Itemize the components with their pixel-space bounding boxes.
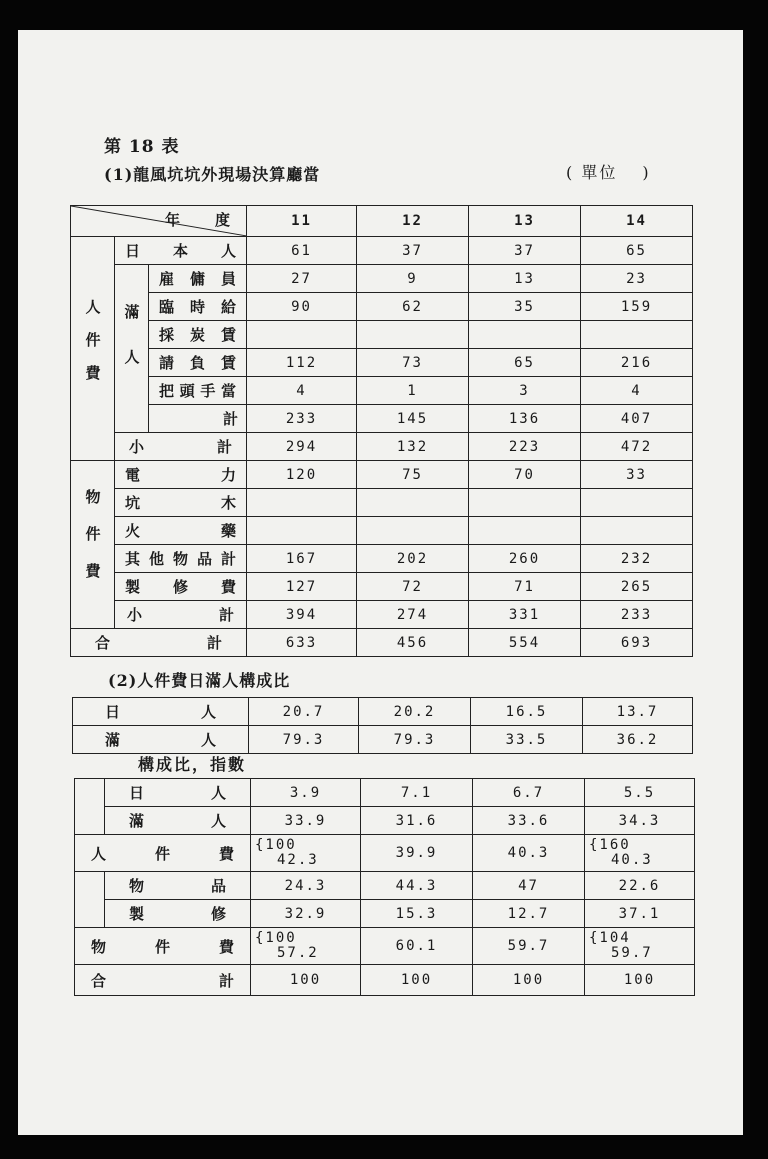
- cell-value: 16.5: [471, 698, 583, 726]
- year-header-cell: [71, 206, 247, 237]
- cell-value: 233: [247, 405, 357, 433]
- row-label: 物 品: [105, 872, 251, 900]
- cell-value: 331: [469, 601, 581, 629]
- year-11: 11: [247, 206, 357, 237]
- cell-value: 59.7: [473, 928, 585, 965]
- row-label: 採炭賃: [149, 321, 247, 349]
- table3-title: 構成比，指數: [138, 755, 247, 774]
- row-label: 合 計: [75, 965, 251, 996]
- cell-value: 145: [357, 405, 469, 433]
- row-label: 物 件 費: [75, 928, 251, 965]
- row-label: 製 修: [105, 900, 251, 928]
- table-row: [75, 928, 695, 965]
- cell-value: 33: [581, 461, 693, 489]
- table-row: [71, 405, 693, 433]
- cell-value: 260: [469, 545, 581, 573]
- cell-value: 216: [581, 349, 693, 377]
- cell-value: 1: [357, 377, 469, 405]
- cell-value: 112: [247, 349, 357, 377]
- cell-value: [469, 321, 581, 349]
- cell-value: 472: [581, 433, 693, 461]
- cell-value: 12.7: [473, 900, 585, 928]
- cell-value: [357, 517, 469, 545]
- cell-value: 100: [251, 965, 361, 996]
- cell-value: [247, 517, 357, 545]
- year-13: 13: [469, 206, 581, 237]
- cell-value: 72: [357, 573, 469, 601]
- row-label: 其他物品計: [115, 545, 247, 573]
- bracket-value: {104: [589, 930, 631, 946]
- cell-value: 100: [585, 965, 695, 996]
- sheet-number: 第 18 表: [104, 137, 180, 157]
- labor-cost-group-label: 人件費: [71, 237, 115, 461]
- cell-value: [251, 928, 361, 965]
- row-label: 日 人: [105, 779, 251, 807]
- bracket-value: {160: [589, 837, 631, 853]
- indent-cell: [75, 872, 105, 928]
- cell-value: 100: [473, 965, 585, 996]
- cell-value: [581, 517, 693, 545]
- table-row: [71, 349, 693, 377]
- manchu-group-label: 滿人: [115, 265, 149, 433]
- table-row: [73, 698, 693, 726]
- cell-value: 13.7: [583, 698, 693, 726]
- cell-value: 33.9: [251, 807, 361, 835]
- table1-title: (1)龍風坑坑外現場決算廳當: [104, 165, 321, 184]
- row-label: 火 藥: [115, 517, 247, 545]
- cell-value: 407: [581, 405, 693, 433]
- cell-value: 37.1: [585, 900, 695, 928]
- table-row-total: [75, 965, 695, 996]
- cell-value: 34.3: [585, 807, 695, 835]
- cell-value: 70: [469, 461, 581, 489]
- cell-value: 693: [581, 629, 693, 657]
- cell-value: 6.7: [473, 779, 585, 807]
- index-table: [74, 778, 695, 996]
- row-label: 計: [149, 405, 247, 433]
- bracket-value: {100: [255, 930, 297, 946]
- cell-value: 62: [357, 293, 469, 321]
- row-label: 把頭手當: [149, 377, 247, 405]
- cell-value: 44.3: [361, 872, 473, 900]
- settlement-table: [70, 205, 693, 657]
- table-row: [71, 377, 693, 405]
- cell-value: 265: [581, 573, 693, 601]
- year-header-label: 年 度: [164, 211, 240, 229]
- cell-value: [251, 835, 361, 872]
- cell-value: 554: [469, 629, 581, 657]
- cell-value: 37: [469, 237, 581, 265]
- cell-value: 202: [357, 545, 469, 573]
- cell-value: 9: [357, 265, 469, 293]
- cell-value: 4: [581, 377, 693, 405]
- cell-value: 71: [469, 573, 581, 601]
- cell-value: 20.2: [359, 698, 471, 726]
- cell-value: 3.9: [251, 779, 361, 807]
- cell-value: 7.1: [361, 779, 473, 807]
- cell-value: 5.5: [585, 779, 695, 807]
- table-row: [71, 433, 693, 461]
- cell-value: 40.3: [473, 835, 585, 872]
- cell-value: 65: [469, 349, 581, 377]
- cell-value: [581, 489, 693, 517]
- row-label: 小 計: [115, 601, 247, 629]
- cell-value: 35: [469, 293, 581, 321]
- table-row: [71, 489, 693, 517]
- table-row: [75, 779, 695, 807]
- indent-cell: [75, 779, 105, 835]
- cell-value: 633: [247, 629, 357, 657]
- composition-table: [72, 697, 693, 754]
- cell-value: [585, 835, 695, 872]
- table-row: [71, 237, 693, 265]
- cell-value: 127: [247, 573, 357, 601]
- table-row-total: [71, 629, 693, 657]
- row-label: 日 本 人: [115, 237, 247, 265]
- table-header-row: [71, 206, 693, 237]
- cell-value: 31.6: [361, 807, 473, 835]
- cell-value: 33.5: [471, 726, 583, 754]
- table-row: [75, 900, 695, 928]
- cell-value: 456: [357, 629, 469, 657]
- cell-value: [357, 321, 469, 349]
- cell-value: 22.6: [585, 872, 695, 900]
- cell-value: 36.2: [583, 726, 693, 754]
- cell-value: [247, 489, 357, 517]
- cell-value: 136: [469, 405, 581, 433]
- row-label: 日 人: [73, 698, 249, 726]
- table2-title: (2)人件費日滿人構成比: [108, 671, 291, 690]
- row-label: 合 計: [71, 629, 247, 657]
- cell-value: 39.9: [361, 835, 473, 872]
- table-row: [71, 265, 693, 293]
- row-label: 小 計: [115, 433, 247, 461]
- bracket-sub-value: 57.2: [277, 945, 319, 961]
- cell-value: 60.1: [361, 928, 473, 965]
- table-row: [75, 807, 695, 835]
- cell-value: 37: [357, 237, 469, 265]
- cell-value: [247, 321, 357, 349]
- cell-value: 61: [247, 237, 357, 265]
- row-label: 製 修 費: [115, 573, 247, 601]
- bracket-value: {100: [255, 837, 297, 853]
- cell-value: 79.3: [359, 726, 471, 754]
- cell-value: 65: [581, 237, 693, 265]
- row-label: 請負賃: [149, 349, 247, 377]
- row-label: 雇傭員: [149, 265, 247, 293]
- table-row: [73, 726, 693, 754]
- cell-value: 90: [247, 293, 357, 321]
- cell-value: 167: [247, 545, 357, 573]
- unit-label: ( 單位 ): [566, 163, 651, 182]
- cell-value: [585, 928, 695, 965]
- cell-value: 73: [357, 349, 469, 377]
- material-cost-group-label: 物件費: [71, 461, 115, 629]
- cell-value: 13: [469, 265, 581, 293]
- row-label: 滿 人: [105, 807, 251, 835]
- cell-value: 274: [357, 601, 469, 629]
- bracket-sub-value: 40.3: [611, 852, 653, 868]
- table-row: [71, 573, 693, 601]
- cell-value: 132: [357, 433, 469, 461]
- row-label: 滿 人: [73, 726, 249, 754]
- row-label: 臨時給: [149, 293, 247, 321]
- cell-value: 15.3: [361, 900, 473, 928]
- cell-value: 47: [473, 872, 585, 900]
- table-row: [71, 321, 693, 349]
- cell-value: 75: [357, 461, 469, 489]
- table-row: [71, 517, 693, 545]
- cell-value: [469, 489, 581, 517]
- row-label: 人 件 費: [75, 835, 251, 872]
- year-14: 14: [581, 206, 693, 237]
- table-row: [71, 461, 693, 489]
- bracket-sub-value: 42.3: [277, 852, 319, 868]
- table-row: [75, 872, 695, 900]
- cell-value: 159: [581, 293, 693, 321]
- table-row: [71, 601, 693, 629]
- cell-value: 33.6: [473, 807, 585, 835]
- cell-value: 294: [247, 433, 357, 461]
- cell-value: 32.9: [251, 900, 361, 928]
- cell-value: [469, 517, 581, 545]
- cell-value: 120: [247, 461, 357, 489]
- cell-value: 233: [581, 601, 693, 629]
- cell-value: 232: [581, 545, 693, 573]
- cell-value: [357, 489, 469, 517]
- table-row: [71, 545, 693, 573]
- table-row: [75, 835, 695, 872]
- bracket-sub-value: 59.7: [611, 945, 653, 961]
- cell-value: 4: [247, 377, 357, 405]
- cell-value: 27: [247, 265, 357, 293]
- row-label: 電 力: [115, 461, 247, 489]
- cell-value: 100: [361, 965, 473, 996]
- cell-value: 23: [581, 265, 693, 293]
- cell-value: [581, 321, 693, 349]
- year-12: 12: [357, 206, 469, 237]
- table-row: [71, 293, 693, 321]
- cell-value: 24.3: [251, 872, 361, 900]
- cell-value: 394: [247, 601, 357, 629]
- row-label: 坑 木: [115, 489, 247, 517]
- cell-value: 3: [469, 377, 581, 405]
- cell-value: 20.7: [249, 698, 359, 726]
- cell-value: 79.3: [249, 726, 359, 754]
- cell-value: 223: [469, 433, 581, 461]
